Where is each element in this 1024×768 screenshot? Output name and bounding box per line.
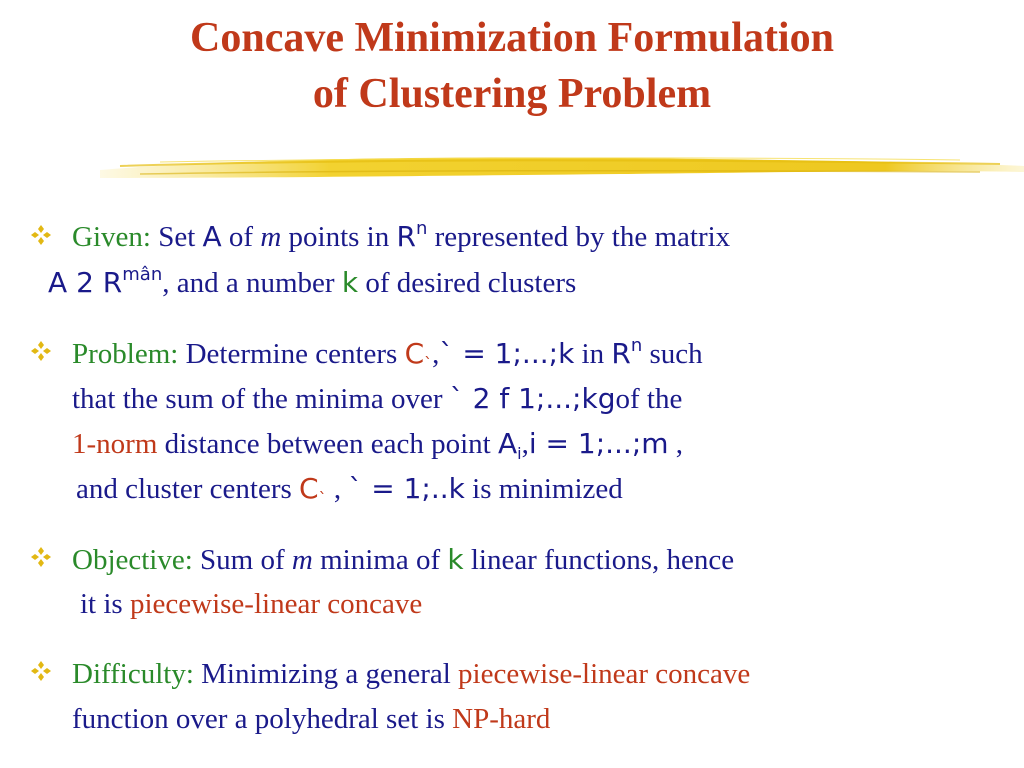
difficulty-label: Difficulty: bbox=[72, 658, 194, 690]
slide-title bbox=[0, 10, 1024, 122]
diamond-cluster-icon bbox=[30, 340, 52, 362]
math-point-range: i = 1;...;m bbox=[528, 427, 669, 460]
math-center: $C_`$ bbox=[299, 472, 327, 508]
concave-highlight: piecewise-linear concave bbox=[129, 588, 423, 620]
title-line-2: of Clustering Problem bbox=[312, 71, 712, 117]
math-k: k bbox=[447, 543, 464, 576]
problem-line-4: and cluster centers $C_`$ , ` = 1;..k is minimized bbox=[76, 472, 623, 508]
math-index-range: ` = 1;...;k bbox=[439, 337, 575, 370]
math-rn: $R^n$ bbox=[396, 218, 428, 253]
difficulty-line-2: function over a polyhedral set is NP-hard bbox=[72, 703, 551, 735]
math-matrix: A 2 $R^{mân}$ bbox=[48, 264, 163, 299]
given-line-1: Given: Set A of m points in $R^n$ represented by the matrix bbox=[72, 218, 731, 253]
problem-line-3: 1-norm distance between each point $A_i,i$ = 1;...;m , bbox=[72, 427, 684, 463]
concave-highlight: piecewise-linear concave bbox=[458, 658, 751, 690]
brush-stroke-underline bbox=[100, 148, 1024, 186]
problem-label: Problem: bbox=[72, 338, 179, 370]
math-center: $C_`$ bbox=[404, 337, 433, 373]
diamond-cluster-icon bbox=[30, 224, 52, 246]
diamond-cluster-icon bbox=[30, 546, 52, 568]
problem-line-1: Problem: Determine centers $C_`,`$ = 1;...;k in $R^n$ such bbox=[72, 335, 703, 373]
objective-line-1: Objective: Sum of m minima of k linear functions, hence bbox=[72, 543, 735, 576]
math-k: k bbox=[341, 266, 359, 299]
diamond-cluster-icon bbox=[30, 660, 52, 682]
math-center-range: ` = 1;..k bbox=[348, 472, 465, 505]
given-line-2: A 2 $R^{mân}$, and a number k of desired clusters bbox=[48, 264, 577, 299]
objective-line-2: it is piecewise-linear concave bbox=[80, 588, 423, 620]
problem-line-2: that the sum of the minima over ` 2 f 1;...;kgof the bbox=[72, 382, 683, 415]
math-set-a: A bbox=[202, 220, 222, 253]
math-rn: $R^n$ bbox=[611, 335, 643, 370]
np-hard-highlight: NP-hard bbox=[452, 703, 551, 735]
norm-highlight: 1-norm bbox=[72, 428, 158, 460]
objective-label: Objective: bbox=[72, 544, 193, 576]
difficulty-line-1: Difficulty: Minimizing a general piecewise-linear concave bbox=[72, 658, 751, 690]
given-label: Given: bbox=[72, 221, 151, 253]
title-line-1: Concave Minimization Formulation bbox=[190, 15, 834, 61]
math-point: $A_i$ bbox=[497, 427, 522, 463]
math-index-set: ` 2 f 1;...;kg bbox=[449, 382, 616, 415]
